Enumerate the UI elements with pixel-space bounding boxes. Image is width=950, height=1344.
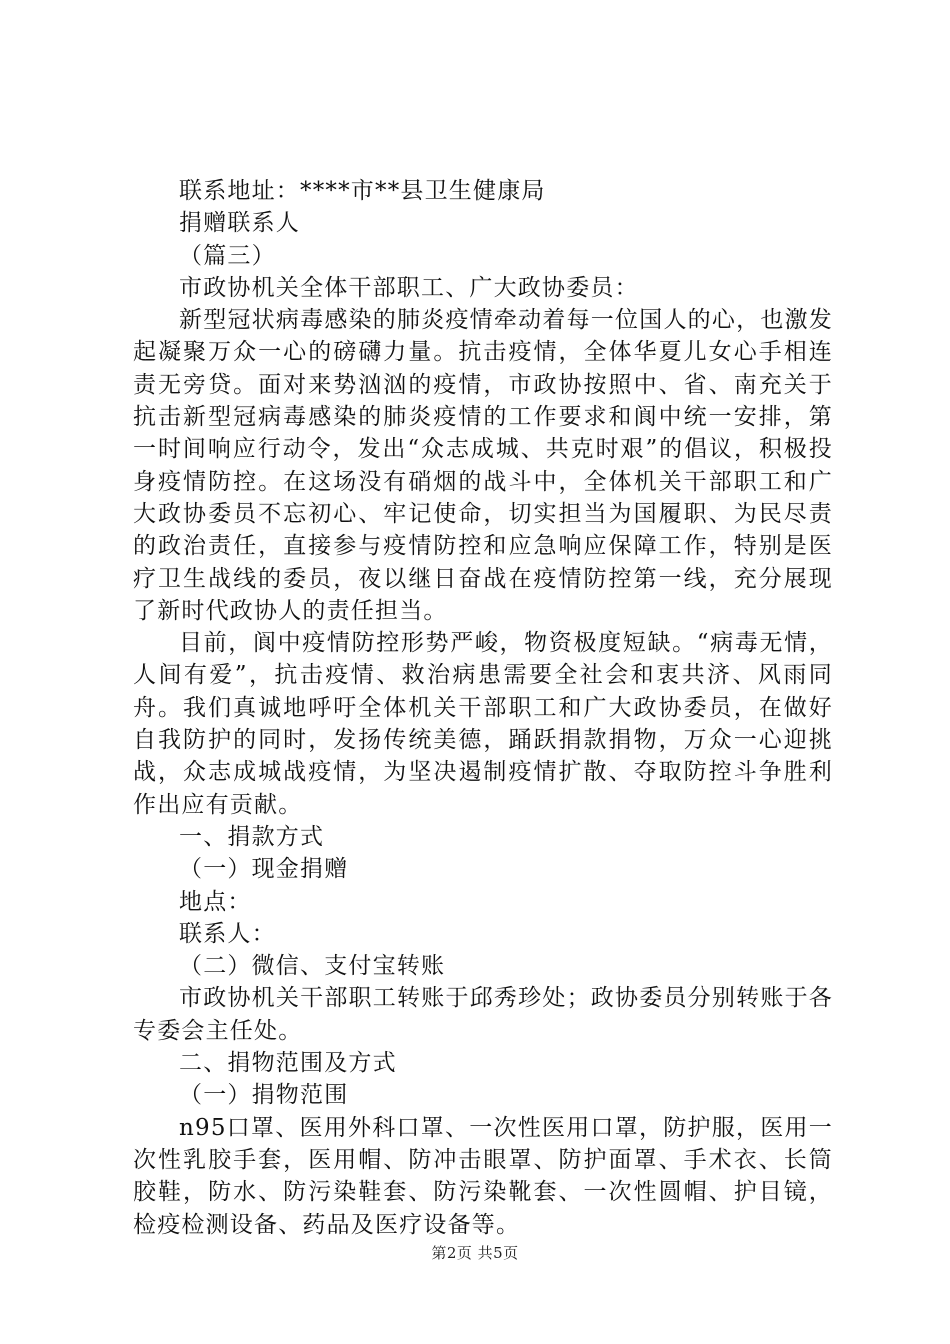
section-heading: （篇三） — [179, 242, 276, 269]
list-item: 地点： — [179, 888, 252, 915]
list-subheading: （二）微信、支付宝转账 — [179, 953, 446, 980]
body-paragraph: 市政协机关干部职工转账于邱秀珍处；政协委员分别转账于各专委会主任处。 — [133, 985, 833, 1044]
body-paragraph: 目前，阆中疫情防控形势严峻，物资极度短缺。“病毒无情，人间有爱”，抗击疫情、救治病患需要全社会和衷共济、风雨同舟。我们真诚地呼吁全体机关干部职工和广大政协委员，在做好自我防护的同时，发扬传统美德，踊跃捐款捐物，万众一心迎挑战，众志成城战疫情，为坚决遏制疫情扩散、夺取防控斗争胜利作出应有贡献。 — [133, 630, 833, 818]
donation-contact: 捐赠联系人 — [179, 210, 300, 237]
contact-address: 联系地址：****市**县卫生健康局 — [179, 178, 546, 204]
list-subheading: （一）捐物范围 — [179, 1082, 349, 1109]
list-item: 联系人： — [179, 920, 276, 947]
salutation: 市政协机关全体干部职工、广大政协委员： — [179, 274, 639, 301]
body-paragraph: 新型冠状病毒感染的肺炎疫情牵动着每一位国人的心，也激发起凝聚万众一心的磅礴力量。抗击疫情，全体华夏儿女心手相连责无旁贷。面对来势汹汹的疫情，市政协按照中、省、南充关于抗击新型冠病毒感染的肺炎疫情的工作要求和阆中统一安排，第一时间响应行动令，发出“众志成城、共克时艰”的倡议，积极投身疫情防控。在这场没有硝烟的战斗中，全体机关干部职工和广大政协委员不忘初心、牢记使命，切实担当为国履职、为民尽责的政治责任，直接参与疫情防控和应急响应保障工作，特别是医疗卫生战线的委员，夜以继日奋战在疫情防控第一线，充分展现了新时代政协人的责任担当。 — [133, 307, 833, 624]
body-paragraph: n95口罩、医用外科口罩、一次性医用口罩，防护服，医用一次性乳胶手套，医用帽、防冲击眼罩、防护面罩、手术衣、长筒胶鞋，防水、防污染鞋套、防污染靴套、一次性圆帽、护目镜，检疫检测设备、药品及医疗设备等。 — [133, 1114, 833, 1238]
list-subheading: （一）现金捐赠 — [179, 856, 349, 883]
document-body — [133, 175, 833, 1241]
page-number-footer: 第2页 共5页 — [431, 1244, 519, 1262]
list-heading: 二、捐物范围及方式 — [179, 1050, 397, 1077]
list-heading: 一、捐款方式 — [179, 823, 325, 850]
